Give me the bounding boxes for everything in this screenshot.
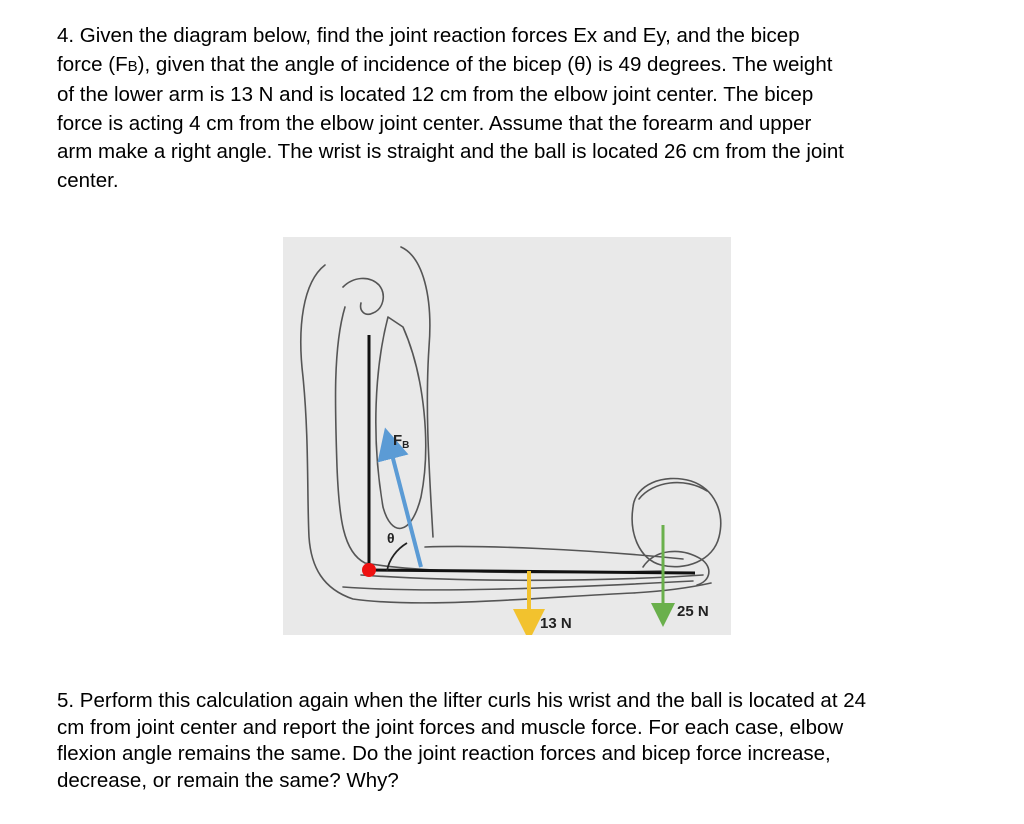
bicep-force-label-sub: B: [402, 440, 410, 451]
forearm-weight-label: 13 N: [540, 615, 572, 632]
elbow-joint-dot: [362, 563, 376, 577]
q4-line-2-pre: force (F: [57, 52, 128, 76]
q5-line-2: cm from joint center and report the joint forces and muscle force. For each case, elbow: [57, 715, 844, 739]
q4-line-2: [57, 53, 832, 76]
q4-line-6: center.: [57, 168, 119, 192]
q5-line-1: 5. Perform this calculation again when the lifter curls his wrist and the ball is located at 24: [57, 689, 867, 712]
theta-label: θ: [387, 530, 395, 546]
q4-line-1: 4. Given the diagram below, find the joint reaction forces Ex and Ey, and the bicep: [57, 24, 800, 47]
arm-free-body-diagram: [283, 237, 731, 635]
q5-line-4: decrease, or remain the same? Why?: [57, 768, 399, 792]
q5-line-3: flexion angle remains the same. Do the joint reaction forces and bicep force increase,: [57, 742, 831, 765]
bicep-force-label-main: F: [393, 432, 403, 449]
q4-line-4: force is acting 4 cm from the elbow joint center. Assume that the forearm and upper: [57, 111, 812, 135]
q4-line-2-subscript: B: [127, 57, 138, 75]
q4-line-3: of the lower arm is 13 N and is located 12 cm from the elbow joint center. The bicep: [57, 83, 814, 106]
q4-line-2-post: ), given that the angle of incidence of the bicep (θ) is 49 degrees. The weight: [137, 52, 833, 76]
q4-line-5: arm make a right angle. The wrist is straight and the ball is located 26 cm from the joint: [57, 140, 844, 163]
question-4-text: [57, 22, 967, 195]
question-5-text: [57, 688, 967, 794]
ball-weight-label: 25 N: [677, 603, 709, 620]
